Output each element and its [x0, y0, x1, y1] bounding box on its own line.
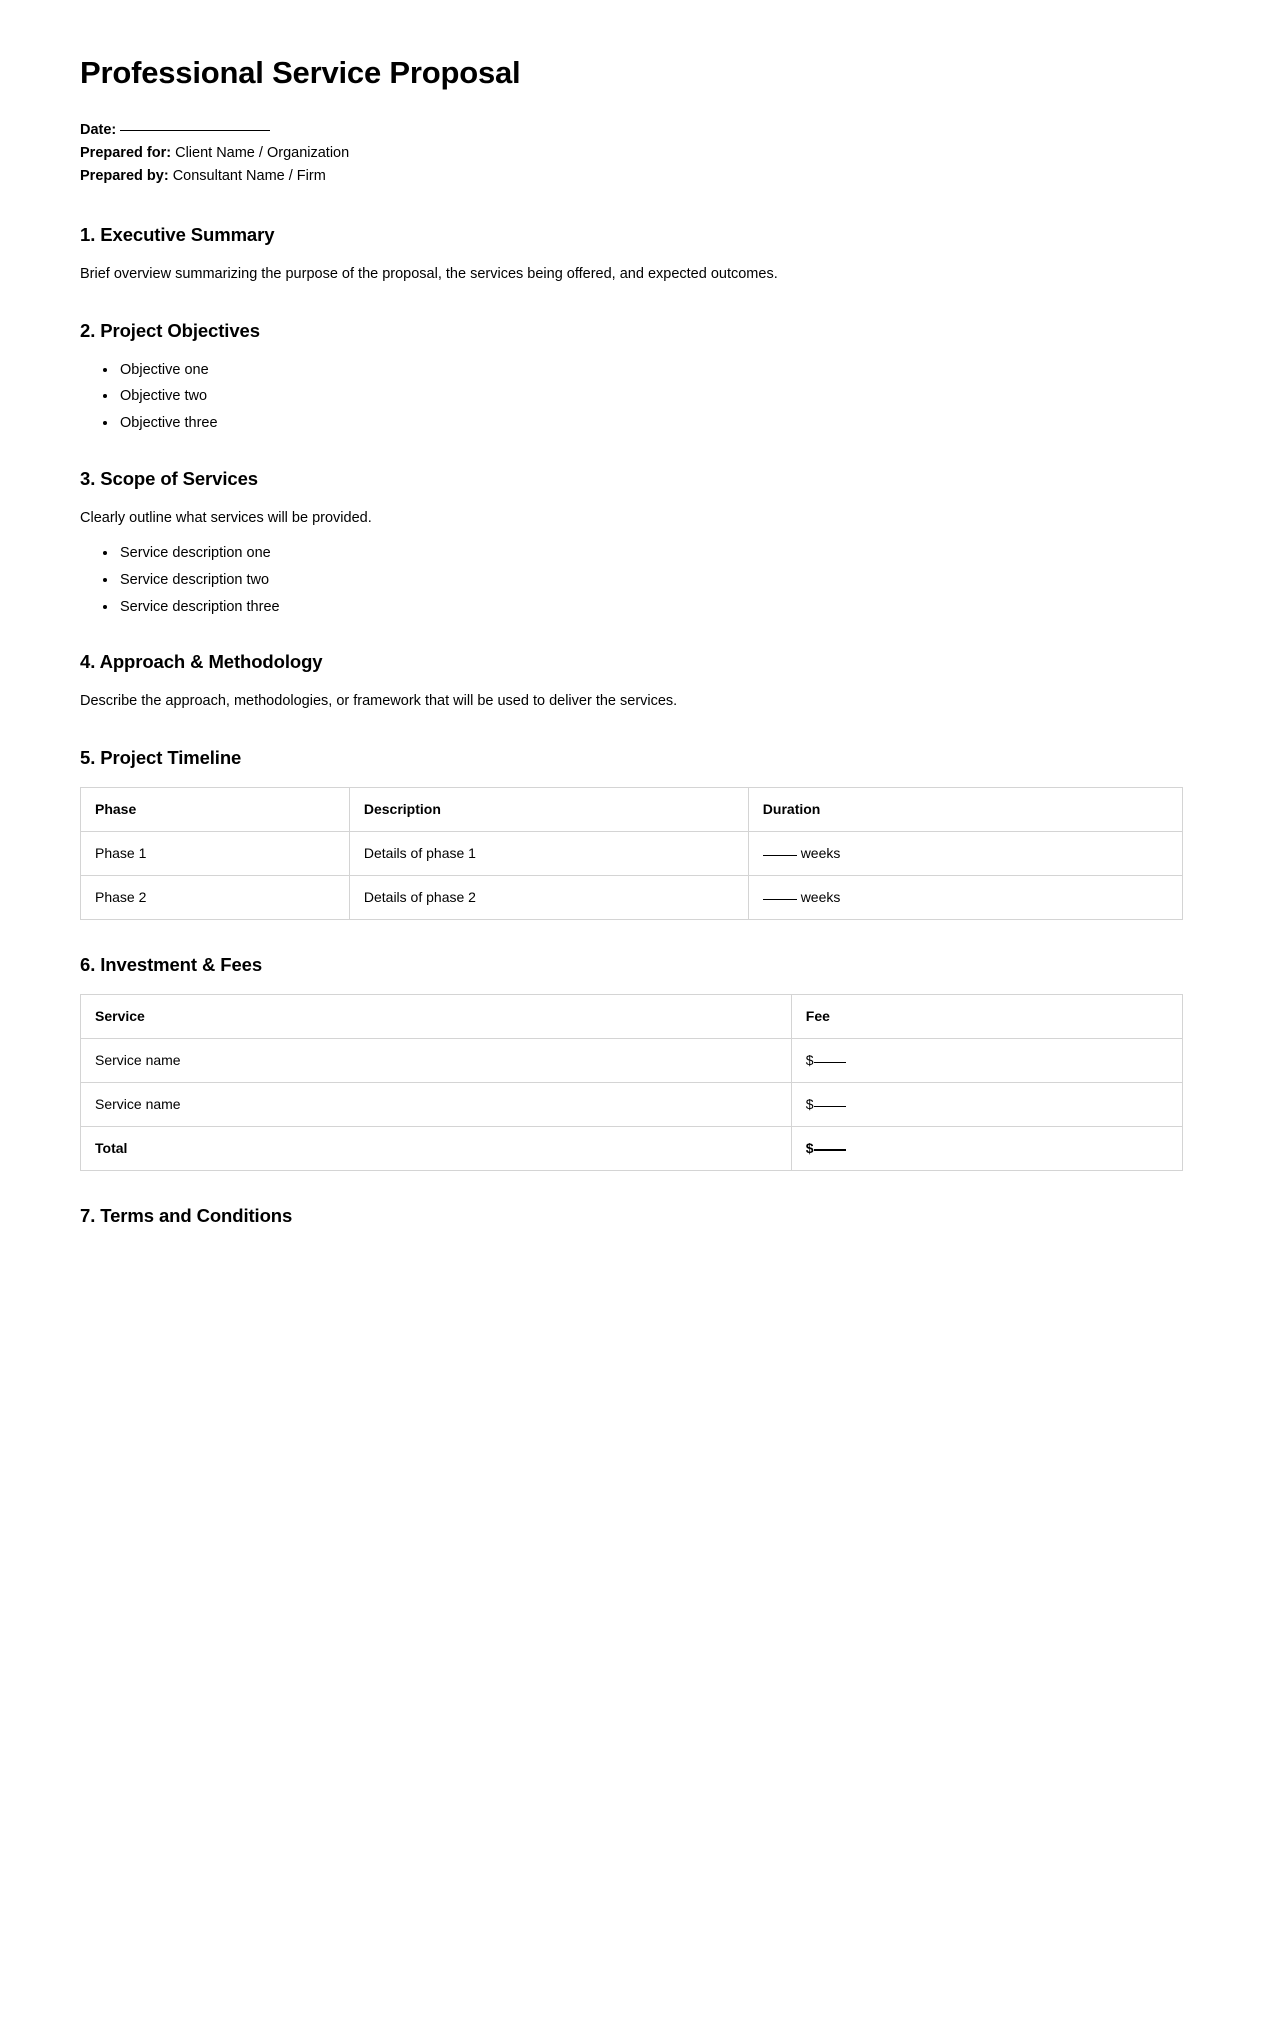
cell-duration	[748, 832, 1182, 876]
column-header-duration: Duration	[748, 788, 1182, 832]
table-header-row	[81, 995, 1183, 1039]
section-heading-project-objectives: 2. Project Objectives	[80, 319, 260, 341]
section-heading-project-timeline: 5. Project Timeline	[80, 747, 242, 769]
column-header-fee: Fee	[791, 995, 1182, 1039]
document-meta	[80, 119, 1183, 188]
approach-methodology-paragraph: Describe the approach, methodologies, or framework that will be used to deliver the services.	[80, 693, 678, 710]
project-objectives-list	[80, 360, 1183, 434]
section-heading-scope-of-services: 3. Scope of Services	[80, 467, 258, 489]
cell-service: Service name	[81, 1082, 792, 1126]
cell-total-label: Total	[81, 1126, 792, 1170]
meta-label-prepared-for: Prepared for:	[80, 144, 172, 161]
duration-unit: weeks	[800, 845, 841, 862]
cell-description: Details of phase 2	[349, 876, 748, 920]
section-heading-terms-and-conditions: 7. Terms and Conditions	[80, 1204, 293, 1226]
page-title: Professional Service Proposal	[80, 55, 521, 90]
fee-blank-rule[interactable]	[814, 1106, 846, 1107]
table-row-total	[81, 1126, 1183, 1170]
scope-of-services-list	[80, 543, 1183, 617]
column-header-description: Description	[349, 788, 748, 832]
cell-duration	[748, 876, 1182, 920]
section-project-objectives	[80, 320, 1183, 434]
meta-label-prepared-by: Prepared by:	[80, 167, 169, 184]
list-item: • Objective three	[118, 413, 1183, 434]
list-item: • Service description two	[118, 570, 1183, 591]
section-investment-fees	[80, 954, 1183, 1171]
cell-fee	[791, 1082, 1182, 1126]
list-item: • Service description three	[118, 597, 1183, 618]
meta-line-prepared-by	[80, 165, 1183, 188]
section-scope-of-services	[80, 468, 1183, 618]
project-timeline-table	[80, 787, 1183, 920]
section-executive-summary	[80, 224, 1183, 286]
date-blank-rule[interactable]	[120, 130, 270, 131]
section-heading-approach-methodology: 4. Approach & Methodology	[80, 651, 323, 673]
duration-unit: weeks	[800, 889, 841, 906]
currency-symbol: $	[805, 1052, 814, 1069]
scope-of-services-paragraph: Clearly outline what services will be provided.	[80, 509, 372, 526]
table-row	[81, 1082, 1183, 1126]
column-header-phase: Phase	[81, 788, 350, 832]
meta-line-date	[80, 119, 1183, 142]
cell-total-fee	[791, 1126, 1182, 1170]
list-item: • Objective one	[118, 360, 1183, 381]
meta-value-prepared-for: Client Name / Organization	[175, 144, 350, 161]
fee-blank-rule[interactable]	[814, 1062, 846, 1063]
currency-symbol: $	[805, 1139, 814, 1156]
section-approach-methodology	[80, 651, 1183, 713]
executive-summary-paragraph: Brief overview summarizing the purpose of the proposal, the services being offered, and expected outcomes.	[80, 265, 778, 282]
table-row	[81, 1039, 1183, 1083]
cell-phase: Phase 2	[81, 876, 350, 920]
section-heading-executive-summary: 1. Executive Summary	[80, 223, 275, 245]
meta-line-prepared-for	[80, 142, 1183, 165]
meta-label-date: Date:	[80, 121, 117, 138]
table-row	[81, 832, 1183, 876]
duration-blank-rule[interactable]	[763, 855, 797, 856]
currency-symbol: $	[805, 1095, 814, 1112]
table-row	[81, 876, 1183, 920]
duration-blank-rule[interactable]	[763, 899, 797, 900]
section-heading-investment-fees: 6. Investment & Fees	[80, 954, 263, 976]
list-item: • Objective two	[118, 386, 1183, 407]
meta-value-prepared-by: Consultant Name / Firm	[172, 167, 326, 184]
section-project-timeline	[80, 747, 1183, 920]
cell-service: Service name	[81, 1039, 792, 1083]
list-item: • Service description one	[118, 543, 1183, 564]
cell-fee	[791, 1039, 1182, 1083]
table-header-row	[81, 788, 1183, 832]
section-terms-and-conditions	[80, 1205, 1183, 1227]
cell-description: Details of phase 1	[349, 832, 748, 876]
total-fee-blank-rule[interactable]	[814, 1149, 846, 1151]
cell-phase: Phase 1	[81, 832, 350, 876]
column-header-service: Service	[81, 995, 792, 1039]
investment-fees-table	[80, 994, 1183, 1171]
